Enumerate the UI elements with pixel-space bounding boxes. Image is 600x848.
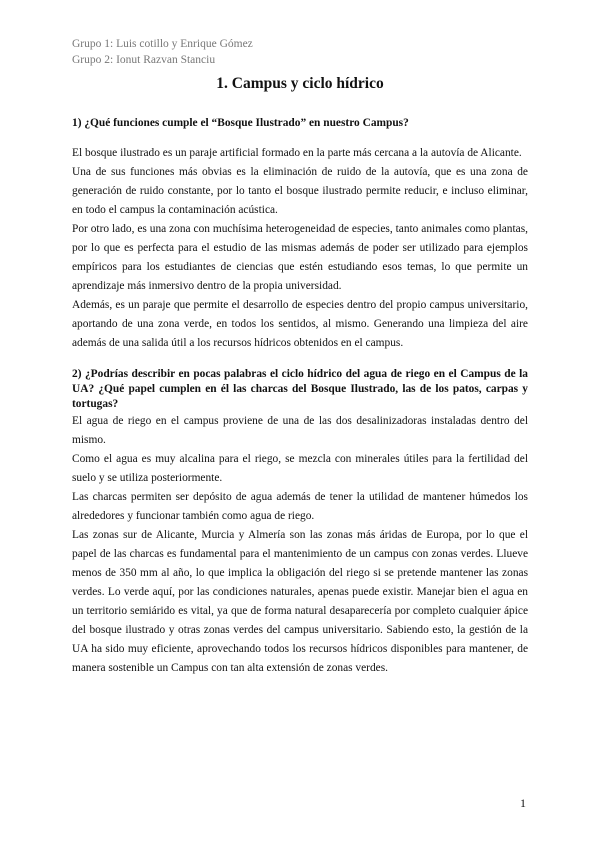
section-1 [72,116,528,353]
paragraph: Además, es un paraje que permite el desarrollo de especies dentro del propio campus universitario, aportando de una zona verde, en todos los sentidos, al mismo. Generando una limpieza del aire además de una salida útil a los recursos hídricos obtenidos en el campus. [72,299,528,349]
question-2: 2) ¿Podrías describir en pocas palabras el ciclo hídrico del agua de riego en el Campus de la UA? ¿Qué papel cumplen en él las charcas del Bosque Ilustrado, las de los patos, carpas y tortugas? [72,368,528,410]
paragraph: Por otro lado, es una zona con muchísima heterogeneidad de especies, tanto animales como plantas, por lo que es perfecta para el estudio de las mismas además de poder ser utilizado para ejemplos empíricos para los estudiantes de ciencias que estén estudiando esos temas, lo que permite un aprendizaje más inmersivo dentro de la propia universidad. [72,223,528,292]
paragraph: Como el agua es muy alcalina para el riego, se mezcla con minerales útiles para la fertilidad del suelo y se utiliza posteriormente. [72,453,528,484]
paragraph: Una de sus funciones más obvias es la eliminación de ruido de la autovía, que es una zona de generación de ruido constante, por lo tanto el bosque ilustrado permite reducir, e incluso eliminar, en todo el campus la contaminación acústica. [72,166,528,216]
paragraph: Las charcas permiten ser depósito de agua además de tener la utilidad de mantener húmedos los alrededores y funcionar también como agua de riego. [72,491,528,522]
header-group1: Grupo 1: Luis cotillo y Enrique Gómez [72,38,253,50]
paragraph: El agua de riego en el campus proviene de una de las dos desalinizadoras instaladas dentro del mismo. [72,415,528,446]
paragraph: El bosque ilustrado es un paraje artificial formado en la parte más cercana a la autovía de Alicante. [72,147,522,159]
page-title: 1. Campus y ciclo hídrico [216,75,384,92]
section-2 [72,367,528,678]
page-number: 1 [520,796,526,810]
paragraph: Las zonas sur de Alicante, Murcia y Almería son las zonas más áridas de Europa, por lo que el papel de las charcas es fundamental para el mantenimiento de un campus con zonas verdes. Llueve menos de 350 mm al año, lo que implica la obligación del riego si se pretende mantener las zonas verdes. Lo verde aquí, por las condiciones naturales, apenas puede existir. Manejar bien el agua en un territorio semiárido es vital, ya que de forma natural desaparecería por completo cualquier ápice del bosque ilustrado y otras zonas verdes del campus universitario. Sabiendo esto, la gestión de la UA ha sido muy eficiente, aprovechando todos los recursos hídricos disponibles para mantener, de manera sostenible un Campus con tan alta extensión de zonas verdes. [72,529,528,674]
header-group2: Grupo 2: Ionut Razvan Stanciu [72,54,216,66]
question-1: 1) ¿Qué funciones cumple el “Bosque Ilustrado” en nuestro Campus? [72,117,409,129]
